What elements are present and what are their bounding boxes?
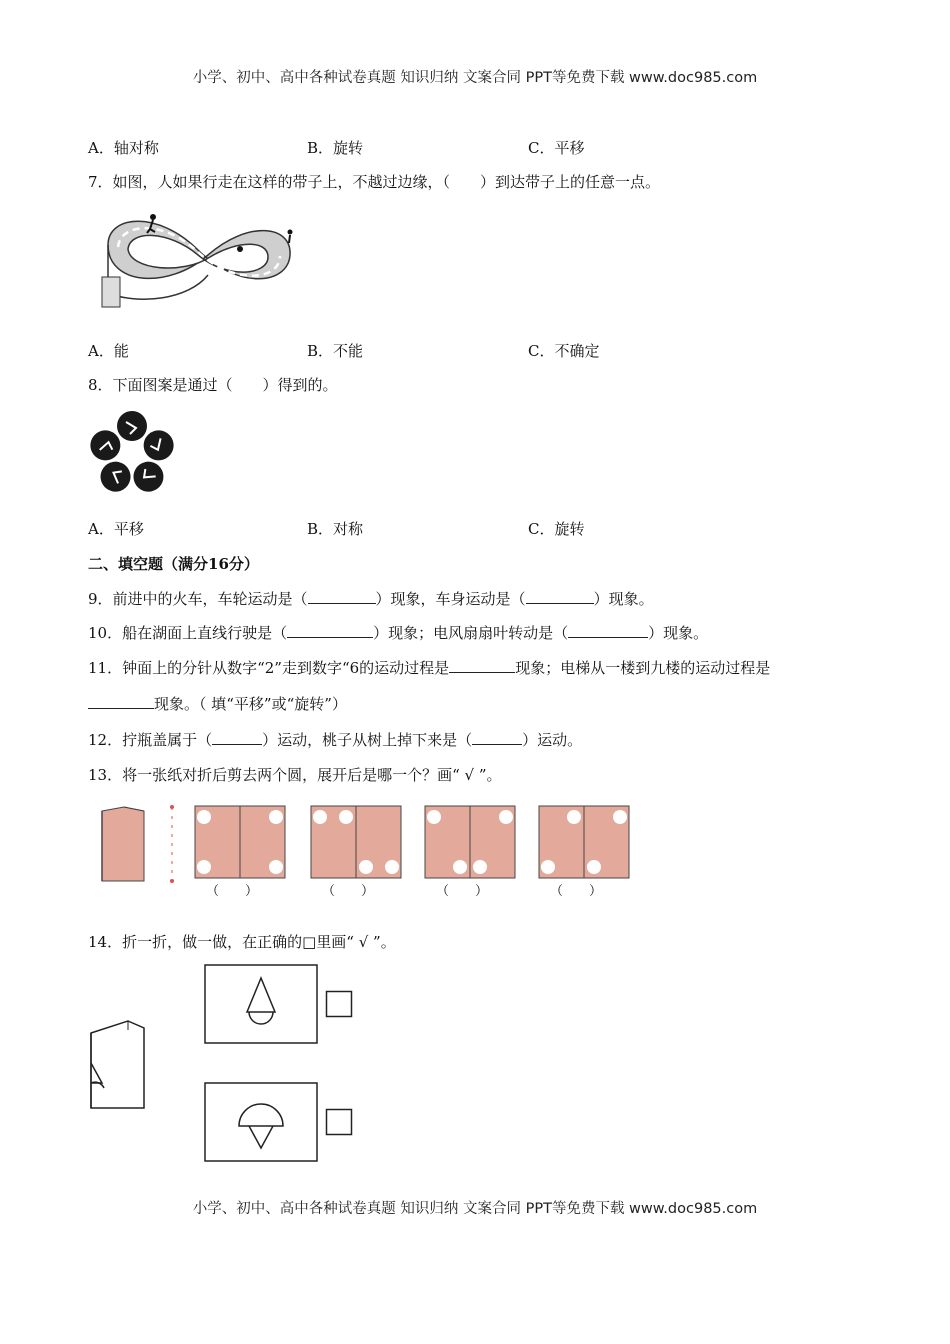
folded-card-figure bbox=[88, 1018, 150, 1113]
mobius-strip-figure bbox=[98, 205, 298, 315]
q6-option-c: C．平移 bbox=[528, 139, 585, 157]
q8-option-a: A．平移 bbox=[88, 520, 144, 538]
option-card-2 bbox=[204, 1082, 318, 1162]
q11-blank-2[interactable] bbox=[88, 694, 154, 709]
unfolded-option-4 bbox=[538, 805, 630, 879]
q10-question bbox=[88, 623, 708, 643]
option-card-1 bbox=[204, 964, 318, 1044]
q6-option-a: A．轴对称 bbox=[88, 139, 159, 157]
q9-text-a: 9．前进中的火车，车轮运动是（ bbox=[88, 590, 308, 608]
q13-answer-paren-2[interactable]: （ ） bbox=[322, 884, 375, 899]
page-footer: 小学、初中、高中各种试卷真题 知识归纳 文案合同 PPT等免费下载 www.doc985.com bbox=[192, 1201, 758, 1217]
q11-blank-1[interactable] bbox=[449, 658, 515, 673]
unfolded-option-3 bbox=[424, 805, 516, 879]
q8-question: 8．下面图案是通过（ ）得到的。 bbox=[88, 376, 338, 394]
q9-blank-1[interactable] bbox=[308, 589, 376, 604]
q12-blank-1[interactable] bbox=[212, 730, 262, 745]
q11-text-c: 现象。（ 填“平移”或“旋转”） bbox=[154, 695, 347, 713]
q10-blank-2[interactable] bbox=[568, 623, 648, 638]
q6-option-b: B．旋转 bbox=[307, 139, 364, 157]
q13-question: 13．将一张纸对折后剪去两个圆，展开后是哪一个？画“ √ ”。 bbox=[88, 766, 502, 784]
section-2-title: 二、填空题（满分16分） bbox=[88, 555, 259, 573]
q11-text-b: 现象；电梯从一楼到九楼的运动过程是 bbox=[515, 659, 771, 677]
q11-question-line2 bbox=[88, 694, 347, 714]
q9-question bbox=[88, 589, 654, 609]
q7-option-a: A．能 bbox=[88, 342, 129, 360]
q10-text-b: ）现象；电风扇扇叶转动是（ bbox=[373, 624, 569, 642]
q14-question: 14．折一折，做一做，在正确的□里画“ √ ”。 bbox=[88, 933, 396, 951]
q10-text-c: ）现象。 bbox=[648, 624, 709, 642]
q13-answer-paren-1[interactable]: （ ） bbox=[206, 884, 259, 899]
q11-text-a: 11．钟面上的分针从数字“2”走到数字“6的运动过程是 bbox=[88, 659, 450, 677]
folded-paper-figure bbox=[94, 803, 184, 887]
q10-blank-1[interactable] bbox=[287, 623, 373, 638]
checkbox-1[interactable] bbox=[325, 990, 353, 1018]
rotation-pattern-figure bbox=[86, 408, 178, 500]
q9-blank-2[interactable] bbox=[526, 589, 594, 604]
q13-answer-paren-3[interactable]: （ ） bbox=[436, 884, 489, 899]
unfolded-option-1 bbox=[194, 805, 286, 879]
q7-option-b: B．不能 bbox=[307, 342, 364, 360]
q12-text-a: 12．拧瓶盖属于（ bbox=[88, 731, 213, 749]
unfolded-option-2 bbox=[310, 805, 402, 879]
q13-answer-paren-4[interactable]: （ ） bbox=[550, 884, 603, 899]
q12-question bbox=[88, 730, 582, 750]
q8-option-c: C．旋转 bbox=[528, 520, 585, 538]
q9-text-c: ）现象。 bbox=[593, 590, 654, 608]
q10-text-a: 10．船在湖面上直线行驶是（ bbox=[88, 624, 288, 642]
q12-text-b: ）运动，桃子从树上掉下来是（ bbox=[262, 731, 473, 749]
q12-blank-2[interactable] bbox=[472, 730, 522, 745]
q7-option-c: C．不确定 bbox=[528, 342, 600, 360]
q11-question-line1 bbox=[88, 658, 770, 678]
q9-text-b: ）现象，车身运动是（ bbox=[375, 590, 526, 608]
q12-text-c: ）运动。 bbox=[522, 731, 583, 749]
page-header: 小学、初中、高中各种试卷真题 知识归纳 文案合同 PPT等免费下载 www.doc985.com bbox=[192, 70, 758, 86]
q8-option-b: B．对称 bbox=[307, 520, 364, 538]
q7-question: 7．如图，人如果行走在这样的带子上，不越过边缘，（ ）到达带子上的任意一点。 bbox=[88, 173, 661, 191]
checkbox-2[interactable] bbox=[325, 1108, 353, 1136]
